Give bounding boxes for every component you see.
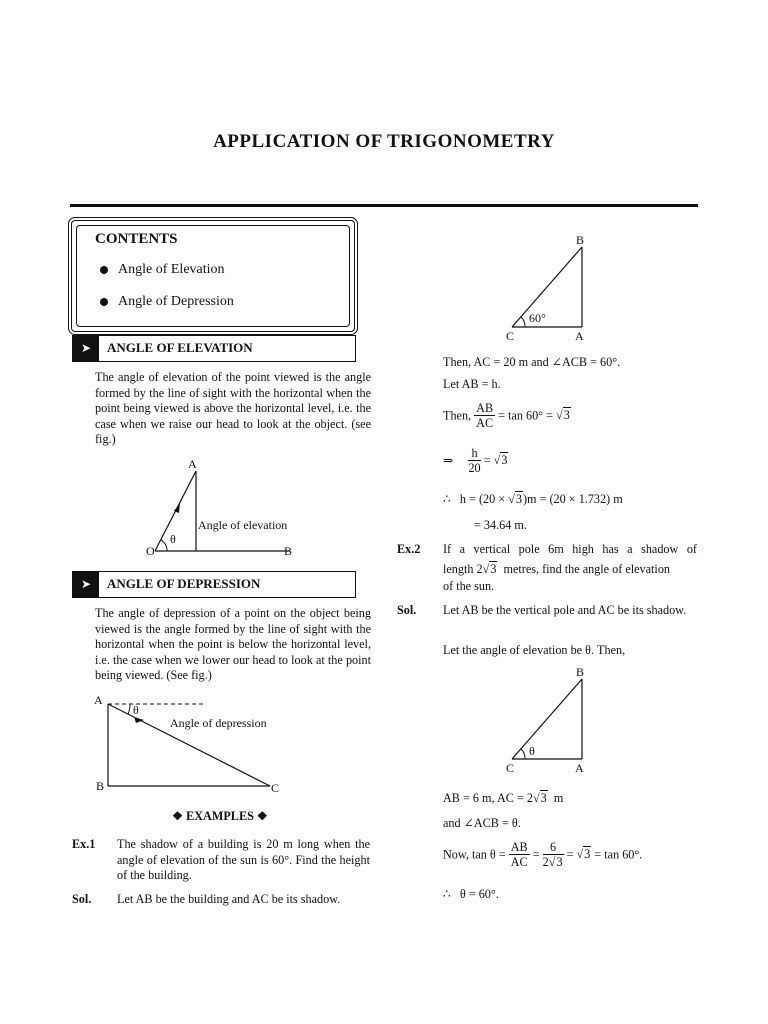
section-heading-depression: ➤ ANGLE OF DEPRESSION [72,571,356,598]
elevation-label-a: A [188,457,197,471]
depression-text: The angle of depression of a point on the object being viewed is the angle formed by the line of sight with the horizontal when the point is below the horizontal level, i.e. the case when we lower our head to look at the point being viewed. (See fig.) [95,606,371,683]
ex1-equation-3: ∴ h = (20 × √3)m = (20 × 1.732) m [443,492,623,506]
ex2-line1: AB = 6 m, AC = 2√3 m [443,791,564,805]
contents-heading: CONTENTS [95,231,178,247]
depression-label-b: B [96,779,105,793]
ex2-line2: and ∠ACB = θ. [443,816,521,830]
depression-caption: Angle of depression [170,716,267,730]
section-heading-elevation: ➤ ANGLE OF ELEVATION [72,335,356,362]
ex2-q3: of the sun. [443,579,495,593]
bullet-icon [100,266,108,274]
page-title: APPLICATION OF TRIGONOMETRY [213,131,555,152]
contents-item: Angle of Elevation [100,262,225,278]
ex1-line2: Let AB = h. [443,377,501,391]
ex1-label: Ex.1 [72,837,96,851]
depression-theta: θ [133,703,139,717]
ex1-fig-c: C [506,329,515,343]
ex1-fig-b: B [576,233,585,247]
ex2-fig-a: A [575,761,584,775]
bullet-icon [100,298,108,306]
ex2-sol-text: Let AB be the vertical pole and AC be its shadow. [443,603,687,617]
title-rule [70,204,698,207]
ex2-fig-b: B [576,665,585,679]
ex1-equation-2: ⇒ $\frac{h}{20}$ = √3 [443,446,508,475]
ex1-line1: Then, AC = 20 m and ∠ACB = 60°. [443,355,621,369]
ex1-equation-1: Then, $\frac{AB}{AC}$ = tan 60° = √3 [443,401,570,430]
arrow-icon: ➤ [73,336,99,361]
ex1-question: The shadow of a building is 20 m long when the angle of elevation of the sun is 60°. Find the height of the building. [117,837,370,883]
depression-figure [90,690,290,800]
ex1-result: = 34.64 m. [474,518,527,532]
ex2-figure [500,665,600,775]
depression-label-c: C [271,781,280,795]
ex1-sol-label: Sol. [72,892,92,906]
examples-heading: ❖ EXAMPLES ❖ [172,809,268,823]
ex2-fig-c: C [506,761,515,775]
elevation-text: The angle of elevation of the point viewed is the angle formed by the line of sight with the horizontal when the point being viewed is above the horizontal level, i.e. the case when we raise our head to look at the object. (see fig.) [95,370,371,447]
ex2-equation: Now, tan θ = $\frac{AB}{AC}$ = $\frac{6}{2√3}$ = √3 = tan 60°. [443,840,643,869]
ex2-sol-label: Sol. [397,603,417,617]
elevation-label-o: O [146,544,155,558]
ex2-q1: If a vertical pole 6m high has a shadow of [443,542,697,556]
ex2-fig-theta: θ [529,744,535,758]
ex1-fig-angle: 60° [529,311,546,325]
ex2-result: ∴ θ = 60°. [443,887,499,901]
ex1-figure [500,233,600,343]
arrow-icon: ➤ [73,572,99,597]
elevation-theta: θ [170,532,176,546]
elevation-label-b: B [284,544,293,558]
elevation-caption: Angle of elevation [198,518,288,532]
elevation-figure [140,455,300,560]
depression-label-a: A [94,693,103,707]
contents-item: Angle of Depression [100,294,234,310]
ex2-q2: length 2√3 metres, find the angle of elevation [443,562,671,576]
ex2-label: Ex.2 [397,542,421,556]
ex2-let: Let the angle of elevation be θ. Then, [443,643,626,657]
ex1-sol-text: Let AB be the building and AC be its shadow. [117,892,341,906]
ex1-fig-a: A [575,329,584,343]
